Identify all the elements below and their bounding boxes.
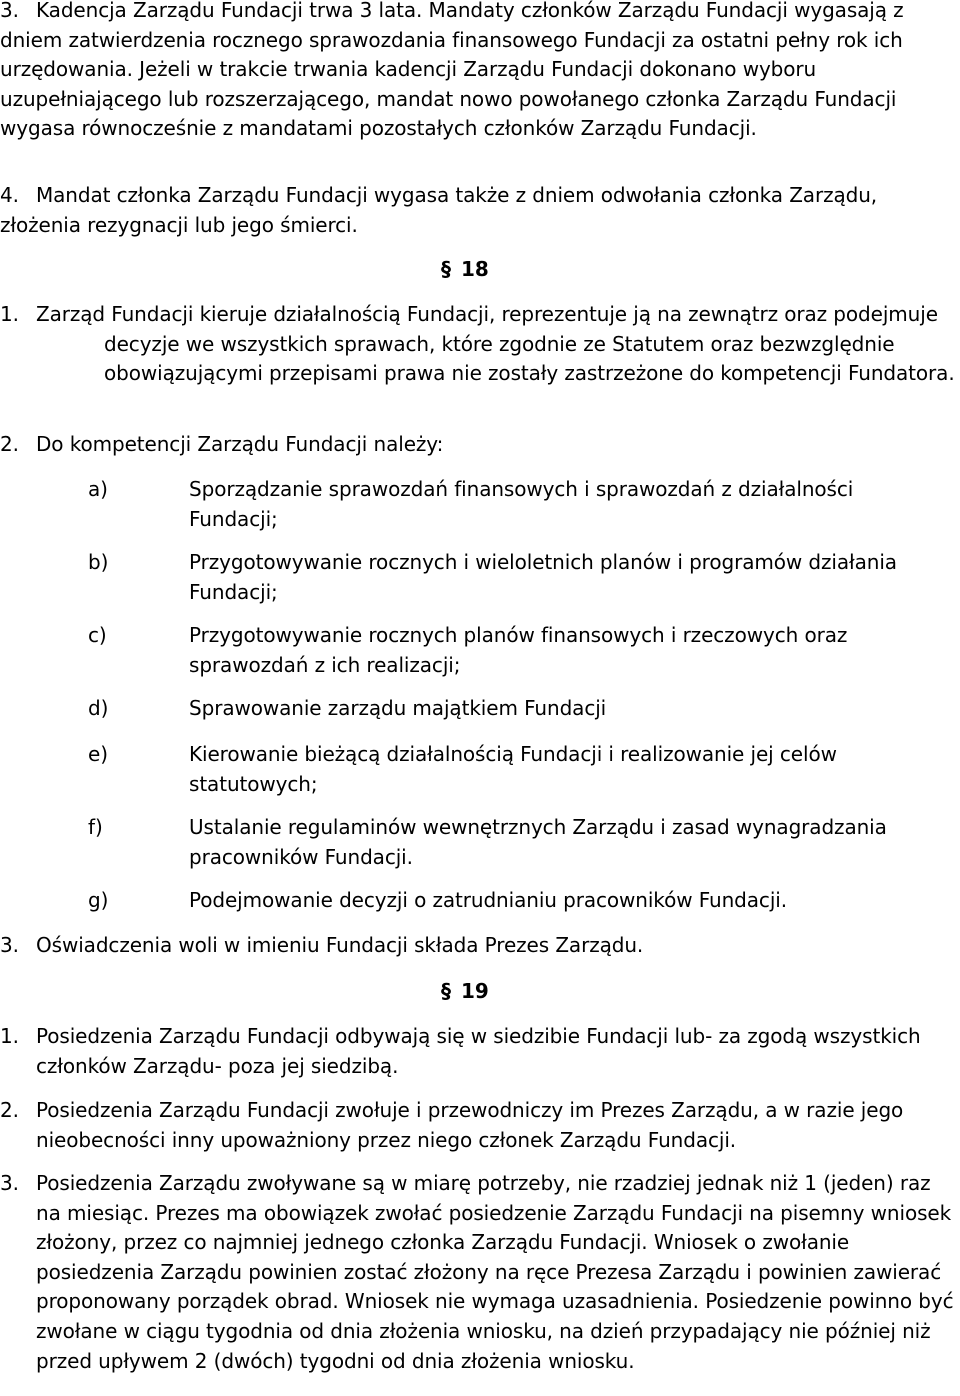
paragraph-4 [0,181,958,240]
paragraph-number: 2. [0,432,19,456]
paragraph-text: Mandat członka Zarządu Fundacji wygasa także z dniem odwołania członka Zarządu, złożenia rezygnacji lub jego śmierci. [0,183,878,237]
list-item-letter: c) [88,623,107,647]
paragraph-text: Oświadczenia woli w imieniu Fundacji składa Prezes Zarządu. [36,933,644,957]
list-item-text: Sprawowanie zarządu majątkiem Fundacji [189,696,607,720]
list-item-letter: e) [88,742,108,766]
section-symbol: § [441,979,451,1003]
paragraph-text: Zarząd Fundacji kieruje działalnością Fundacji, reprezentuje ją na zewnątrz oraz podejmuje decyzje we wszystkich sprawach, które zgodnie ze Statutem oraz bezwzględnie obowiązującymi przepisami prawa nie zostały zastrzeżone do kompetencji Fundatora. [36,302,955,386]
section-18-paragraph-2 [0,430,958,460]
list-item-text: Przygotowywanie rocznych planów finansowych i rzeczowych oraz sprawozdań z ich realizacji; [189,623,848,677]
section-heading-18 [441,255,489,285]
paragraph-3 [0,0,958,144]
paragraph-number: 3. [0,1171,19,1195]
section-19-paragraph-3 [0,1169,958,1376]
list-item-letter: a) [88,477,108,501]
section-19-paragraph-2 [0,1096,958,1155]
section-number: 19 [461,979,489,1003]
list-item-text: Podejmowanie decyzji o zatrudnianiu pracowników Fundacji. [189,888,788,912]
list-item-a [88,475,948,534]
paragraph-text: Posiedzenia Zarządu zwoływane są w miarę potrzeby, nie rzadziej jednak niż 1 (jeden) raz na miesiąc. Prezes ma obowiązek zwołać posiedzenie Zarządu Fundacji na pisemny wniosek złożony, przez co najmniej jednego członka Zarządu Fundacji. Wniosek o zwołanie posiedzenia Zarządu powinien zostać złożony na ręce Prezesa Zarządu i powinien zawierać proponowany porządek obrad. Wniosek nie wymaga uzasadnienia. Posiedzenie powinno być zwołane w ciągu tygodnia od dnia złożenia wniosku, na dzień przypadający nie później niż przed upływem 2 (dwóch) tygodni od dnia złożenia wniosku. [36,1171,954,1373]
paragraph-number: 1. [0,1024,19,1048]
paragraph-text: Do kompetencji Zarządu Fundacji należy: [36,432,444,456]
section-18-paragraph-3 [0,931,958,961]
list-item-letter: b) [88,550,109,574]
paragraph-text: Posiedzenia Zarządu Fundacji zwołuje i przewodniczy im Prezes Zarządu, a w razie jego nieobecności inny upoważniony przez niego członek Zarządu Fundacji. [36,1098,904,1152]
section-number: 18 [461,257,489,281]
paragraph-number: 2. [0,1098,19,1122]
section-18-paragraph-1 [0,300,958,389]
paragraph-number: 3. [0,933,19,957]
paragraph-text: Kadencja Zarządu Fundacji trwa 3 lata. Mandaty członków Zarządu Fundacji wygasają z dniem zatwierdzenia rocznego sprawozdania finansowego Fundacji za ostatni pełny rok ich urzędowania. Jeżeli w trakcie trwania kadencji Zarządu Fundacji dokonano wyboru uzupełniającego lub rozszerzającego, mandat nowo powołanego członka Zarządu Fundacji wygasa równocześnie z mandatami pozostałych członków Zarządu Fundacji. [0,0,904,141]
list-item-letter: f) [88,815,103,839]
section-heading-19 [441,977,489,1007]
list-item-text: Ustalanie regulaminów wewnętrznych Zarządu i zasad wynagradzania pracowników Fundacji. [189,815,887,869]
list-item-e [88,740,948,799]
list-item-d [88,694,948,724]
list-item-text: Kierowanie bieżącą działalnością Fundacji i realizowanie jej celów statutowych; [189,742,837,796]
paragraph-number: 4. [0,183,19,207]
list-item-text: Sporządzanie sprawozdań finansowych i sprawozdań z działalności Fundacji; [189,477,854,531]
section-19-paragraph-1 [0,1022,958,1081]
paragraph-number: 3. [0,0,19,22]
list-item-c [88,621,948,680]
list-item-text: Przygotowywanie rocznych i wieloletnich planów i programów działania Fundacji; [189,550,897,604]
list-item-g [88,886,948,916]
list-item-letter: g) [88,888,109,912]
paragraph-text: Posiedzenia Zarządu Fundacji odbywają się w siedzibie Fundacji lub- za zgodą wszystkich członków Zarządu- poza jej siedzibą. [36,1024,921,1078]
list-item-f [88,813,948,872]
list-item-b [88,548,948,607]
list-item-letter: d) [88,696,109,720]
section-symbol: § [441,257,451,281]
paragraph-number: 1. [0,302,19,326]
